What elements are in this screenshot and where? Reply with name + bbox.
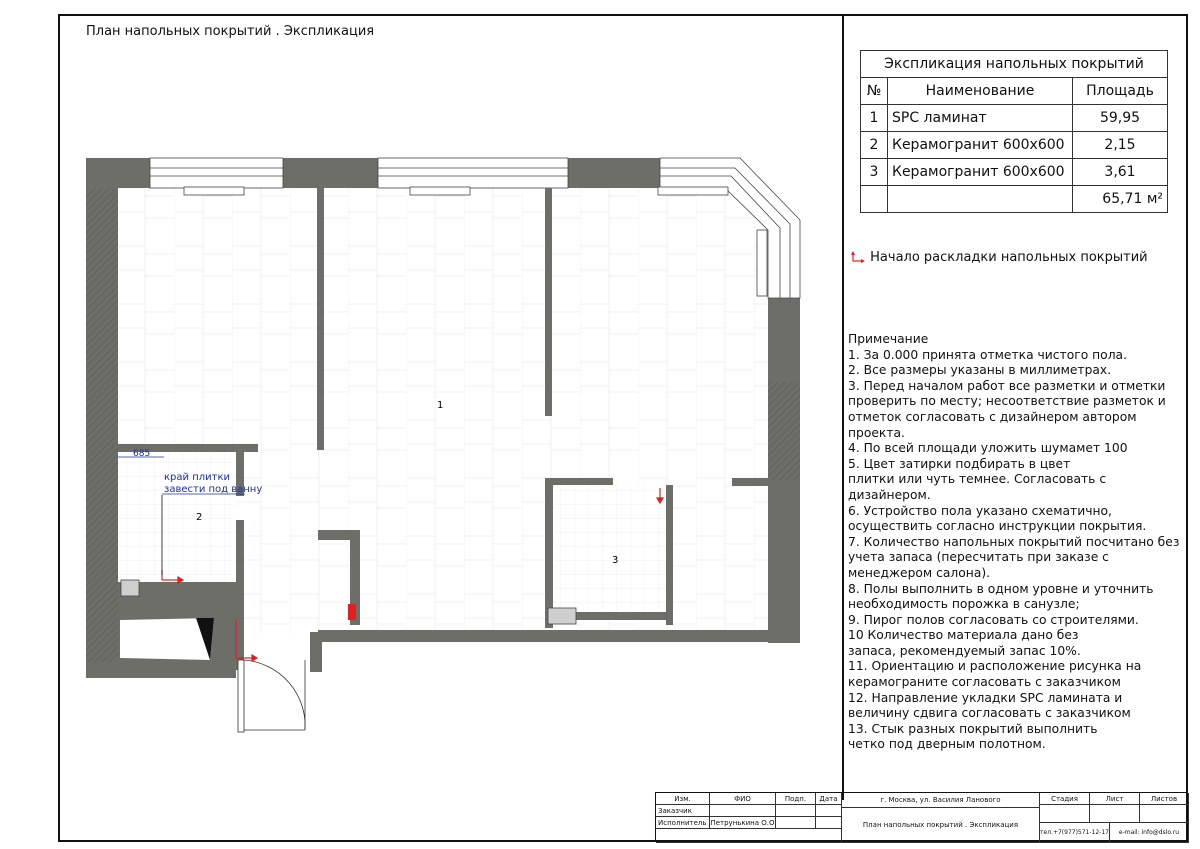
note-line: запаса, рекомендуемый запас 10%. [848, 643, 1081, 658]
riser-1 [121, 580, 139, 596]
frame-divider [842, 14, 844, 800]
explication-table [860, 50, 1168, 213]
row-area: 59,95 [1073, 105, 1168, 132]
room-3-label: 3 [612, 555, 619, 566]
stamp-tel: тел.+7(977)571-12-17 [1040, 823, 1110, 843]
note-line: 5. Цвет затирки подбирать в цвет [848, 456, 1071, 471]
wall-stub [732, 478, 768, 486]
note-line: плитки или чуть темнее. Согласовать с [848, 472, 1107, 487]
room3-wall-right [666, 485, 673, 625]
stamp-customer-label: Заказчик [656, 805, 710, 817]
table-title: Экспликация напольных покрытий [861, 51, 1168, 78]
table-row [861, 105, 1168, 132]
room3-wall-left [545, 478, 553, 628]
room-2-label: 2 [196, 512, 203, 523]
floor-room3 [555, 485, 668, 611]
note-line: 6. Устройство пола указано схематично, [848, 503, 1112, 518]
wall-top-1 [86, 158, 150, 188]
bath-wall-right-2 [236, 520, 244, 670]
row-area: 3,61 [1073, 159, 1168, 186]
note-line: величину сдвига согласовать с заказчиком [848, 706, 1131, 721]
table-row [861, 159, 1168, 186]
legend [850, 250, 1148, 265]
table-total-row [861, 186, 1168, 213]
wall-top-3 [568, 158, 660, 188]
notes-block [848, 332, 1183, 753]
note-line: осуществить согласно инструкции покрытия. [848, 519, 1147, 534]
note-line: 8. Полы выполнить в одном уровне и уточнить [848, 581, 1154, 596]
row-num: 3 [861, 159, 888, 186]
entrance-door [238, 660, 305, 732]
sheet-title: План напольных покрытий . Экспликация [86, 24, 375, 39]
stamp-executor-name: Петрунькина О.О [710, 817, 776, 829]
title-block [655, 792, 1188, 842]
riser-2 [548, 608, 576, 624]
note-line: проверить по месту; несоответствие разметок и [848, 394, 1166, 409]
wall-bottom-mid [310, 632, 322, 672]
total-area: 65,71 м² [1073, 186, 1168, 213]
stamp-podp: Подп. [776, 793, 816, 805]
note-line: 2. Все размеры указаны в миллиметрах. [848, 363, 1112, 378]
stamp-sheet-name: План напольных покрытий . Экспликация [842, 808, 1040, 843]
row-num: 1 [861, 105, 888, 132]
note-line: керамограните согласовать с заказчиком [848, 675, 1121, 690]
row-name: Керамогранит 600х600 [888, 132, 1073, 159]
header-area: Площадь [1073, 78, 1168, 105]
wall-top-2 [283, 158, 378, 188]
note-line: менеджером салона). [848, 565, 991, 580]
red-marker [348, 604, 356, 620]
note-line: 12. Направление укладки SPC ламината и [848, 690, 1123, 705]
note-line: четко под дверным полотном. [848, 737, 1046, 752]
note-line: 4. По всей площади уложить шумамет 100 [848, 441, 1128, 456]
annotation-line2: завести под ванну [164, 484, 263, 495]
note-line: учета запаса (пересчитать при заказе с [848, 550, 1109, 565]
stamp-list: Лист [1090, 793, 1140, 805]
wall-left [86, 158, 118, 678]
note-line: 7. Количество напольных покрытий посчитано без [848, 534, 1180, 549]
table-title-row [861, 51, 1168, 78]
header-num: № [861, 78, 888, 105]
header-name: Наименование [888, 78, 1073, 105]
stamp-address: г. Москва, ул. Василия Ланового [842, 793, 1040, 808]
stamp-izm: Изм. [656, 793, 710, 805]
note-line: проекта. [848, 425, 905, 440]
partition-1 [317, 188, 324, 450]
note-line: дизайнером. [848, 487, 931, 502]
note-line: необходимость порожка в санузле; [848, 597, 1080, 612]
notes-heading: Примечание [848, 332, 929, 346]
wall-right-hatch [768, 382, 800, 480]
stamp-stage: Стадия [1040, 793, 1090, 805]
notes-lines [848, 348, 1183, 753]
wall-bottom [318, 630, 800, 642]
row-name: SPC ламинат [888, 105, 1073, 132]
stamp-date: Дата [816, 793, 842, 805]
note-line: 13. Стык разных покрытий выполнить [848, 721, 1098, 736]
note-line: 9. Пирог полов согласовать со строителями. [848, 612, 1139, 627]
dimension-label: 685 [133, 449, 151, 459]
row-area: 2,15 [1073, 132, 1168, 159]
note-line: 3. Перед началом работ все разметки и отметки [848, 378, 1166, 393]
note-line: 10 Количество материала дано без [848, 628, 1079, 643]
note-line: отметок согласовать с дизайнером автором [848, 409, 1137, 424]
note-line: 11. Ориентацию и расположение рисунка на [848, 659, 1142, 674]
table-header-row [861, 78, 1168, 105]
partition-2 [545, 188, 552, 416]
row-num: 2 [861, 132, 888, 159]
annotation-line1: край плитки [164, 472, 230, 483]
legend-label: Начало раскладки напольных покрытий [870, 250, 1148, 265]
stamp-lists: Листов [1140, 793, 1189, 805]
room-1-label: 1 [437, 400, 444, 411]
room3-wall-top [545, 478, 613, 485]
stamp-executor-label: Исполнитель [656, 817, 710, 829]
wall-bottom-left [86, 662, 236, 678]
row-name: Керамогранит 600х600 [888, 159, 1073, 186]
start-marker-icon [850, 251, 866, 265]
stamp-fio: ФИО [710, 793, 776, 805]
note-line: 1. За 0.000 принята отметка чистого пола. [848, 347, 1127, 362]
table-row [861, 132, 1168, 159]
stamp-email: e-mail: info@dslo.ru [1110, 823, 1189, 843]
